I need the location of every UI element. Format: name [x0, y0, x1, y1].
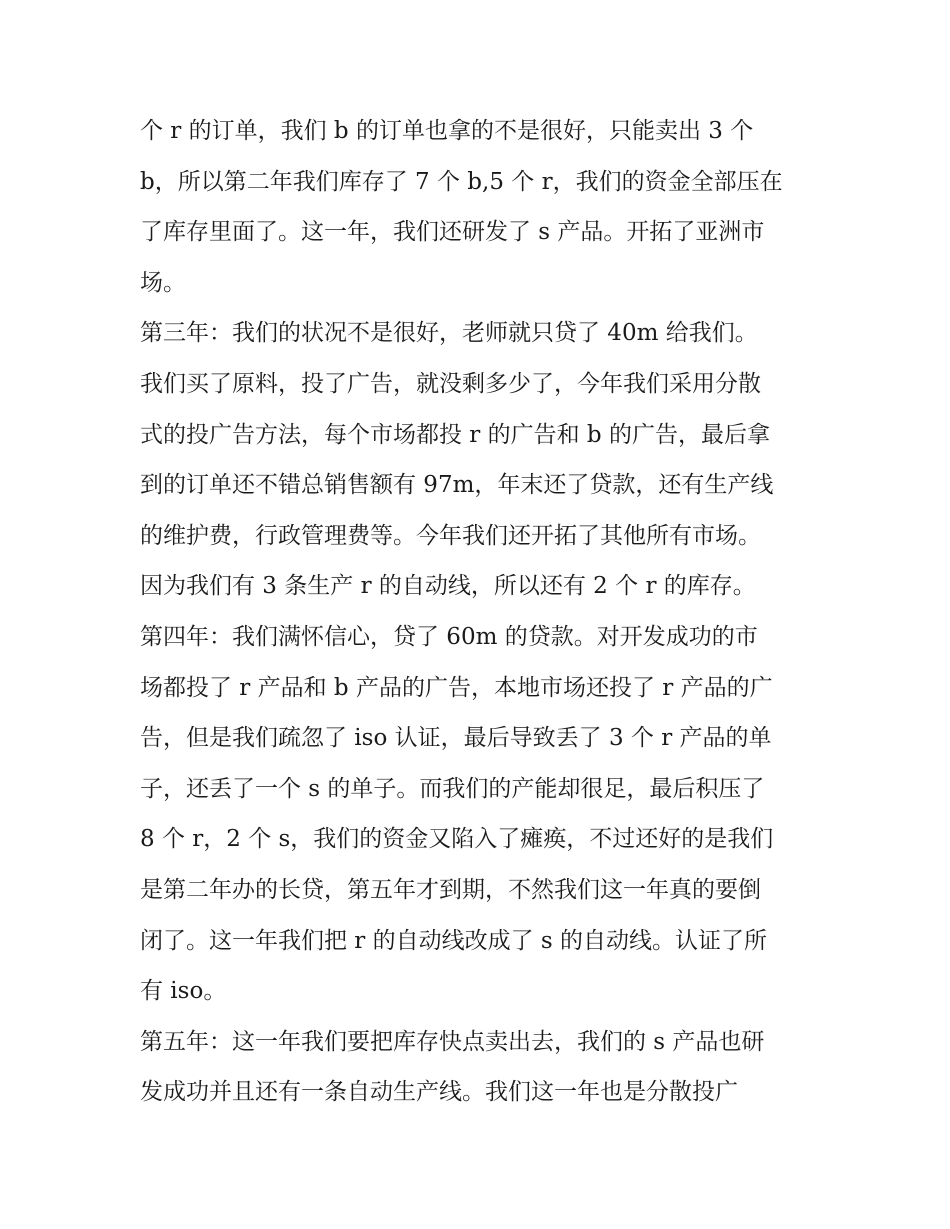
- text-line: 场都投了 r 产品和 b 产品的广告，本地市场还投了 r 产品的广: [140, 674, 773, 701]
- text-line: 的维护费，行政管理费等。今年我们还开拓了其他所有市场。: [140, 522, 761, 549]
- text-line: b，所以第二年我们库存了 7 个 b,5 个 r，我们的资金全部压在: [140, 168, 783, 195]
- text-line: 有 iso。: [140, 978, 227, 1005]
- text-line: 子，还丢了一个 s 的单子。而我们的产能却很足，最后积压了: [140, 775, 765, 802]
- text-line: 因为我们有 3 条生产 r 的自动线，所以还有 2 个 r 的库存。: [140, 573, 756, 600]
- text-line: 闭了。这一年我们把 r 的自动线改成了 s 的自动线。认证了所: [140, 927, 768, 954]
- text-line: 发成功并且还有一条自动生产线。我们这一年也是分散投广: [140, 1079, 738, 1106]
- text-line: 个 r 的订单，我们 b 的订单也拿的不是很好，只能卖出 3 个: [140, 118, 754, 144]
- text-line: 我们买了原料，投了广告，就没剩多少了，今年我们采用分散: [140, 370, 761, 397]
- text-line: 第三年：我们的状况不是很好，老师就只贷了 40m 给我们。: [140, 320, 758, 347]
- text-line: 了库存里面了。这一年，我们还研发了 s 产品。开拓了亚洲市: [140, 219, 765, 246]
- text-line: 第四年：我们满怀信心，贷了 60m 的贷款。对开发成功的市: [140, 623, 758, 650]
- text-line: 式的投广告方法，每个市场都投 r 的广告和 b 的广告，最后拿: [140, 421, 770, 448]
- body-text: [140, 111, 820, 1123]
- text-line: 第五年：这一年我们要把库存快点卖出去，我们的 s 产品也研: [140, 1028, 765, 1055]
- text-line: 是第二年办的长贷，第五年才到期，不然我们这一年真的要倒: [140, 876, 761, 903]
- text-line: 8 个 r，2 个 s，我们的资金又陷入了瘫痪，不过还好的是我们: [140, 826, 774, 853]
- text-line: 到的订单还不错总销售额有 97m，年末还了贷款，还有生产线: [140, 472, 774, 499]
- text-line: 场。: [140, 269, 186, 296]
- text-line: 告，但是我们疏忽了 iso 认证，最后导致丢了 3 个 r 产品的单: [140, 725, 772, 752]
